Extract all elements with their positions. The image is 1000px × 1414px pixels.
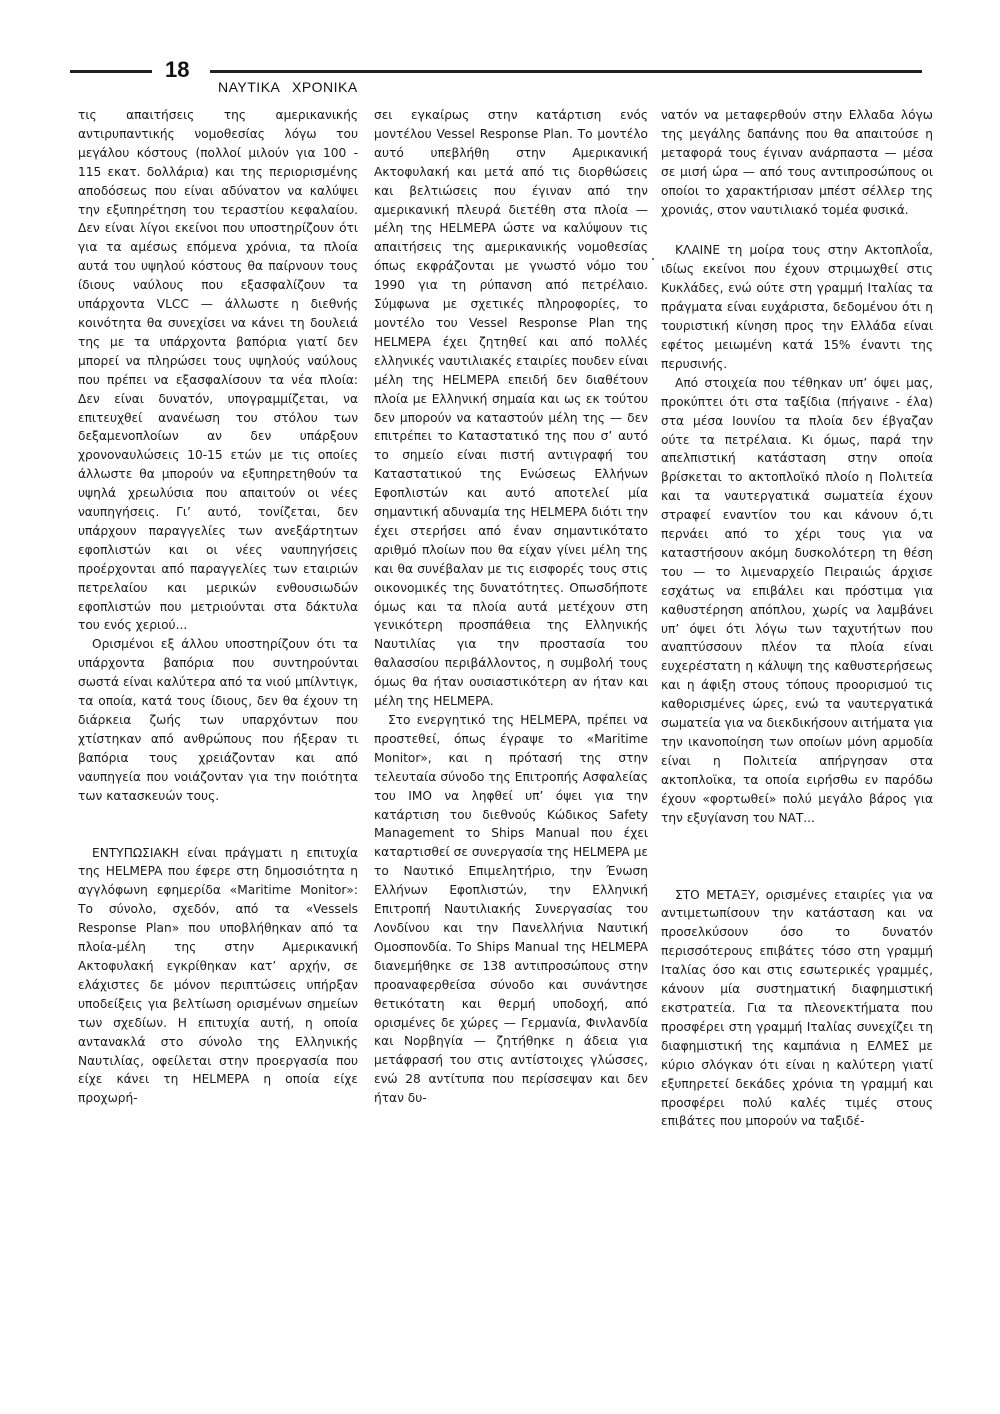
column-1 bbox=[78, 106, 358, 1108]
page-number: 18 bbox=[165, 57, 190, 82]
paragraph: Στο ενεργητικό της HELMEPA, πρέπει να προστεθεί, όπως έγραψε το «Maritime Monitor», και η πρότασή της στην τελευταία σύνοδο της Επιτροπής Ασφαλείας του ΙΜΟ να ληφθεί υπ’ όψει για την κατάρτιση του διεθνούς Κώδικος Safety Management το Ships Manual που έχει καταρτισθεί σε συνεργασία της HELMEPA με το Ναυτικό Επιμελητήριο, την Ένωση Ελλήνων Εφοπλιστών, την Ελληνική Επιτροπή Ναυτιλιακής Συνεργασίας του Λονδίνου και την Πανελλήνια Ναυτική Ομοσπονδία. Το Ships Manual της HELMEPA διανεμήθηκε σε 138 αντιπροσώπους στην προαναφερθείσα σύνοδο και συνάντησε θετικότατη και θερμή υποδοχή, από ορισμένες δε χώρες — Γερμανία, Φινλανδία και Νορβηγία — ζητήθηκε η άδεια για μετάφρασή του στις αντίστοιχες γλώσσες, ενώ 28 αντίτυπα που περίσσεψαν και δεν ήταν δυ- bbox=[374, 713, 648, 1106]
paragraph: σει εγκαίρως στην κατάρτιση ενός μοντέλου Vessel Response Plan. Το μοντέλο αυτό υπεβλήθη στην Αμερικανική Ακτοφυλακή και μετά από τις διορθώσεις και βελτιώσεις που έγιναν από την αμερικανική πλευρά διετέθη στα πλοία — μέλη της HELMEPA ώστε να καλύψουν τις απαιτήσεις της αμερικανικής νομοθεσίας όπως εκφράζονται με γνωστό νόμο του 1990 για τη ρύπανση από πετρέλαιο. Σύμφωνα με σχετικές πληροφορίες, το μοντέλο του Vessel Response Plan της HELMEPA έχει ζητηθεί και από πολλές ελληνικές ναυτιλιακές εταιρίες πουδεν είναι μέλη της HELMEPA επειδή δεν διαθέτουν πλοία με Ελληνική σημαία και ως εκ τούτου δεν μπορούν να καταστούν μέλη της — δεν επιτρέπει το Καταστατικό της που σ’ αυτό το σημείο είναι πιστή αντιγραφή του Καταστατικού της Ενώσεως Ελλήνων Εφοπλιστών και αυτό αποτελεί μία σημαντική αδυναμία της HELMEPA διότι την έχει στερήσει από έναν σημαντικότατο αριθμό πλοίων που θα είχαν γίνει μέλη της και θα συνέβαλαν με τις εισφορές τους στις οικονομικές της δυνατότητες. Οπωσδήποτε όμως και τα πλοία αυτά μετέχουν στη γενικότερη προσπάθεια της Ελληνικής Ναυτιλίας για την προστασία του θαλασσίου περιβάλλοντος, η συμβολή τους όμως θα ήταν ουσιαστικότερη αν ήταν και μέλη της HELMEPA. bbox=[374, 108, 648, 709]
paragraph: νατόν να μεταφερθούν στην Ελλαδα λόγω της μεγάλης δαπάνης που θα απαιτούσε η μεταφορά τους έγιναν ανάρπαστα — μέσα σε μισή ώρα — από τους αντιπροσώπους οι οποίοι το χαρακτήρισαν μπέστ σέλλερ της χρονιάς, στον ναυτιλιακό τομέα φυσικά. bbox=[661, 108, 933, 217]
publication-title: ΝΑΥΤΙΚΑ ΧΡΟΝΙΚΑ bbox=[218, 79, 358, 95]
section-gap bbox=[661, 828, 933, 886]
paragraph: Από στοιχεία που τέθηκαν υπ’ όψει μας, προκύπτει ότι στα ταξίδια (πήγαινε - έλα) στα μέσα Ιουνίου τα πλοία δεν έβγαζαν ούτε τα πετρέλαια. Κι όμως, παρά την απελπιστική κατάσταση στην οποία βρίσκεται το ακτοπλοϊκό πλοίο η Πολιτεία και τα ναυτεργατικά σωματεία έχουν στραφεί εναντίον του και κάνουν ό,τι περνάει από το χέρι τους για να καταστήσουν ακόμη δυσκολότερη τη θέση του — το λιμεναρχείο Πειραιώς άρχισε εσχάτως να επιβάλει και πρόστιμα για καθυστέρηση απόπλου, χωρίς να λαμβάνει υπ’ όψει ότι λόγω των ταχυτήτων που αναπτύσσουν πλέον τα πλοία είναι ευχερέστατη η κάλυψη της καθυστερήσεως και η άφιξη στους τόπους προορισμού τις καθορισμένες ώρες, ενώ τα ναυτεργατικά σωματεία για να διεκδικήσουν αιτήματα για την ικανοποίηση των οποίων μόνη αρμοδία είναι η Πολιτεία απήργησαν στα ακτοπλοϊκα, τα οποία ειρήσθω εν παρόδω έχουν «φορτωθεί» πολύ μεγάλο βάρος για την εξυγίανση του ΝΑΤ... bbox=[661, 375, 934, 825]
header-rule-right bbox=[210, 70, 922, 73]
column-3 bbox=[661, 106, 933, 1131]
section-paragraph-entyposiaki: ΕΝΤΥΠΩΣΙΑΚΗ είναι πράγματι η επιτυχία της HELMEPA που έφερε στη δημοσιότητα η αγγλόφωνη εφημερίδα «Maritime Monitor»: Το σύνολο, σχεδόν, από τα «Vessels Response Plan» που υποβλήθηκαν από τα πλοία-μέλη της στην Αμερικανική Ακτοφυλακή εγκρίθηκαν κατ’ αρχήν, σε ελάχιστες δε μόνον περιπτώσεις υπήρξαν υποδείξεις για βελτίωση ορισμένων σημείων των σχεδίων. Η επιτυχία αυτή, η οποία αντανακλά στο σύνολο της Ελληνικής Ναυτιλίας, οφείλεται στην προεργασία που είχε κάνει τη HELMEPA η οποία είχε προχωρή- bbox=[78, 845, 358, 1106]
paragraph: τις απαιτήσεις της αμερικανικής αντιρυπαντικής νομοθεσίας λόγω του μεγάλου κόστους (πολλοί μιλούν για 100 - 115 εκατ. δολλάρια) και της περιορισμένης αποδόσεως που είναι αδύνατον να καλύψει την εξυπηρέτηση του τεραστίου κεφαλαίου. Δεν είναι λίγοι εκείνοι που υποστηρίζουν ότι για τα αμέσως επόμενα χρόνια, τα πλοία αυτά του υψηλού κόστους θα παίρνουν τους ίδιους ναύλους που εξασφαλίζουν τα υπάρχοντα VLCC — άλλωστε η διεθνής κοινότητα θα συνεχίσει να κάνει τη δουλειά της με τα υπάρχοντα βαπόρια γιατί δεν μπορεί να πληρώσει τους υψηλούς ναύλους που πρέπει να εξασφαλίσουν τα νέα πλοία: Δεν είναι δυνατόν, υπογραμμίζεται, να επιτευχθεί ανανέωση του στόλου των δεξαμενοπλοίων αν δεν υπάρξουν χρονοναυλώσεις 10-15 ετών με τις οποίες άλλωστε θα μπορούν να εξυπηρετηθούν τα υψηλά χρεωλύσια που απαιτούν οι νέες ναυπηγήσεις. Γι’ αυτό, τονίζεται, δεν υπάρχουν παραγγελίες των ανεξάρτητων εφοπλιστών και οι νέες ναυπηγήσεις προέρχονται από παραγγελίες των εταιριών πετρελαίου και μερικών ενθουσιωδών εφοπλιστών που μετριούνται στα δάκτυλα του ενός χεριού... bbox=[78, 108, 358, 633]
header-rule-left bbox=[70, 70, 152, 73]
print-speck bbox=[652, 258, 654, 260]
section-paragraph-klaine: ΚΛΑΙΝΕ τη μοίρα τους στην Ακτοπλοΐα, ιδίως εκείνοι που έχουν στριμωχθεί στις Κυκλάδες, ενώ ούτε στη γραμμή Ιταλίας τα πράγματα είναι ευχάριστα, δεδομένου ότι η τουριστική κίνηση προς την Ελλάδα είναι εφέτος μειωμένη κατά 15% έναντι της περυσινής. bbox=[661, 243, 933, 371]
page-header bbox=[0, 0, 1000, 110]
section-paragraph-sto-metaxy: ΣΤΟ ΜΕΤΑΞΥ, ορισμένες εταιρίες για να αντιμετωπίσουν την κατάσταση και να προσελκύσουν όσο το δυνατόν περισσότερους επιβάτες τόσο στη γραμμή Ιταλίας όσο και στις εσωτερικές γραμμές, κάνουν μία συστηματική διαφημιστική εκστρατεία. Για τα πλεονεκτήματα που προσφέρει στη γραμμή Ιταλίας συνεχίζει τη διαφημιστική της καμπάνια η ΕΛΜΕΣ με κύριο σλόγκαν ότι είναι η καλύτερη γιατί εξυπηρετεί δεκάδες χρόνια τη γραμμή και προσφέρει πολύ καλές τιμές στους επιβάτες που μπορούν να ταξιδέ- bbox=[661, 887, 933, 1129]
paragraph: Ορισμένοι εξ άλλου υποστηρίζουν ότι τα υπάρχοντα βαπόρια που συντηρούνται σωστά είναι καλύτερα από τα νιού μπίλντιγκ, τα οποία, κατά τους ίδιους, δεν θα έχουν τη διάρκεια ζωής των υπαρχόντων που χτίστηκαν από ανθρώπους που ήξεραν τι βαπόρια τους χρειάζονταν και από ναυπηγεία που νοιάζονταν για την ποιότητα των κατασκευών τους. bbox=[78, 637, 358, 803]
column-2 bbox=[374, 106, 648, 1108]
section-gap bbox=[661, 219, 933, 241]
section-gap bbox=[78, 806, 358, 844]
